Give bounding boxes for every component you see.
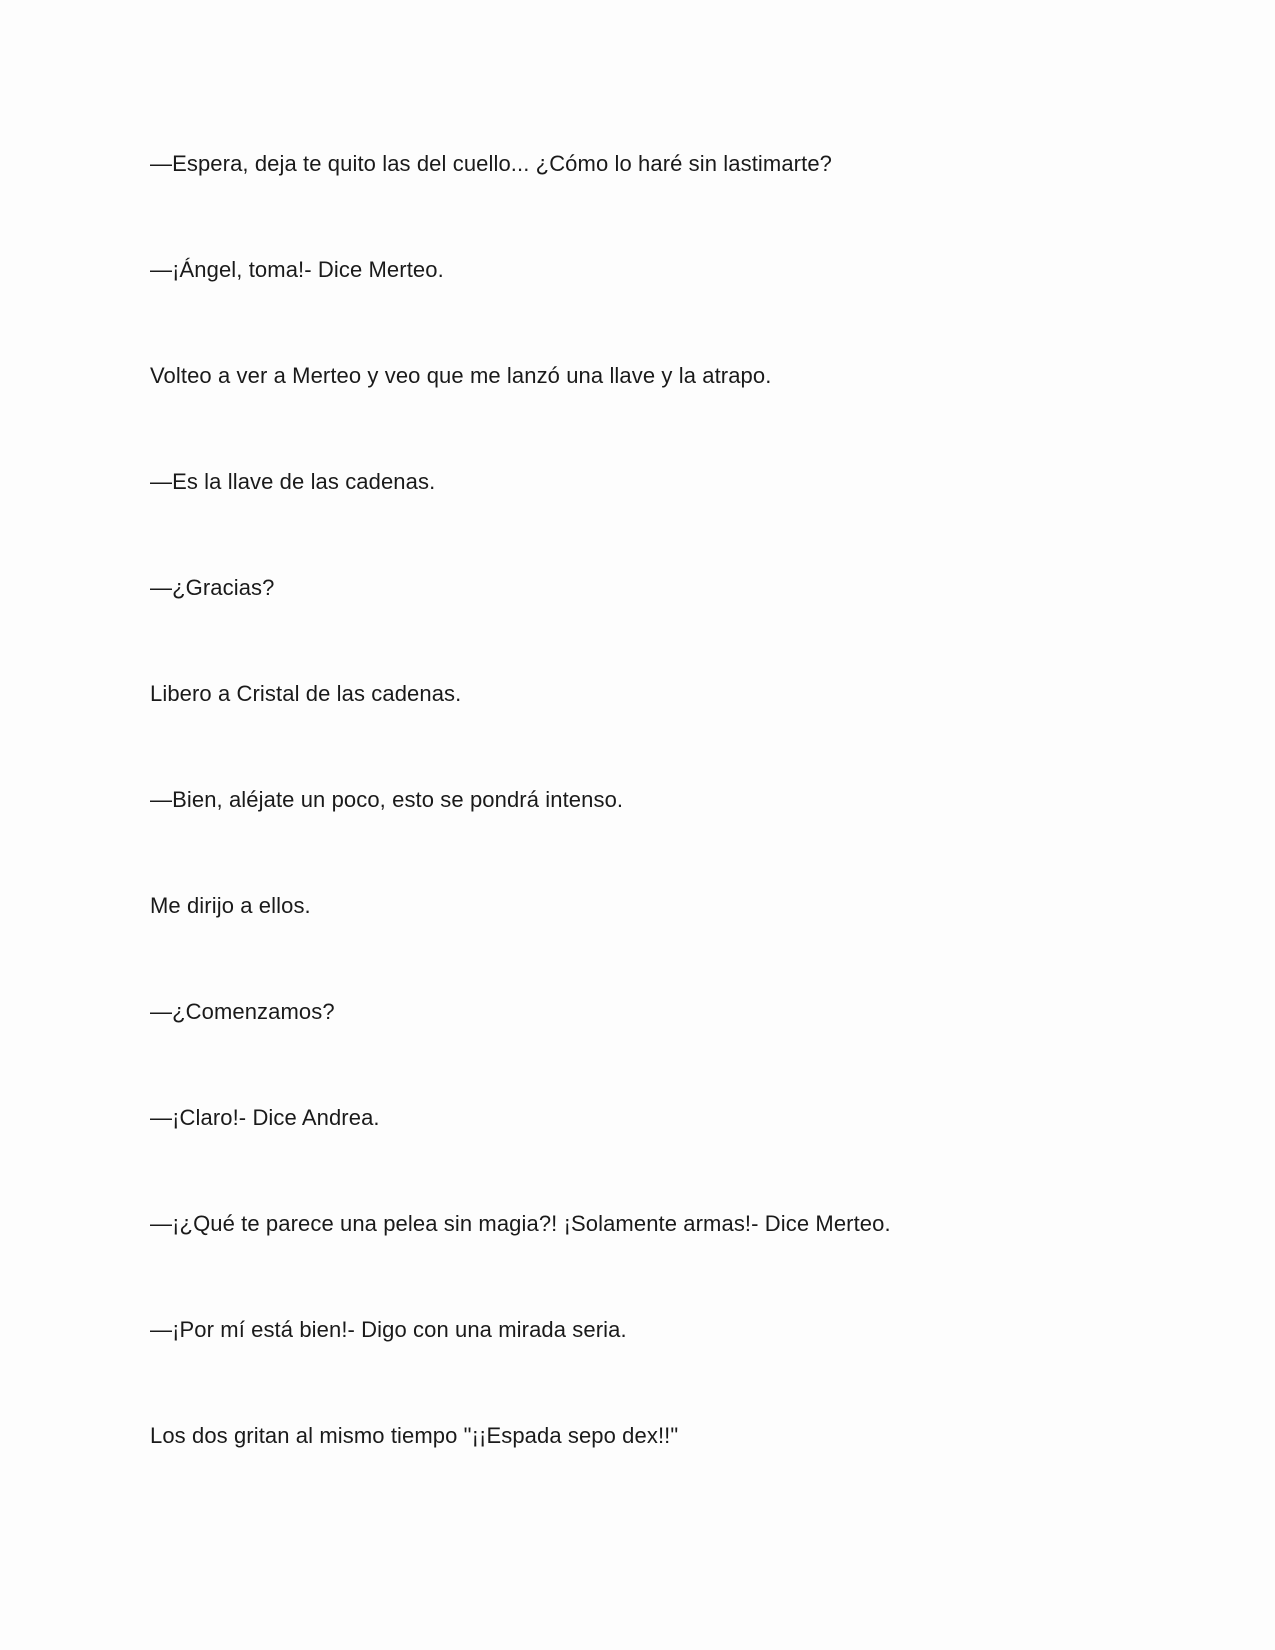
paragraph: Libero a Cristal de las cadenas. — [150, 681, 462, 706]
paragraph: —¡Por mí está bien!- Digo con una mirada seria. — [150, 1317, 627, 1342]
paragraph: —Es la llave de las cadenas. — [150, 469, 436, 494]
paragraph: —Bien, aléjate un poco, esto se pondrá intenso. — [150, 787, 624, 812]
paragraph: —¿Comenzamos? — [150, 999, 335, 1024]
paragraph: —¿Gracias? — [150, 575, 275, 600]
paragraph: Volteo a ver a Merteo y veo que me lanzó una llave y la atrapo. — [150, 363, 772, 388]
paragraph: Me dirijo a ellos. — [150, 893, 311, 918]
paragraph: —Espera, deja te quito las del cuello... ¿Cómo lo haré sin lastimarte? — [150, 151, 832, 176]
paragraph: —¡¿Qué te parece una pelea sin magia?! ¡Solamente armas!- Dice Merteo. — [150, 1211, 891, 1236]
paragraph: —¡Ángel, toma!- Dice Merteo. — [150, 257, 444, 282]
paragraph: Los dos gritan al mismo tiempo "¡¡Espada sepo dex!!" — [150, 1423, 679, 1448]
paragraph: —¡Claro!- Dice Andrea. — [150, 1105, 380, 1130]
